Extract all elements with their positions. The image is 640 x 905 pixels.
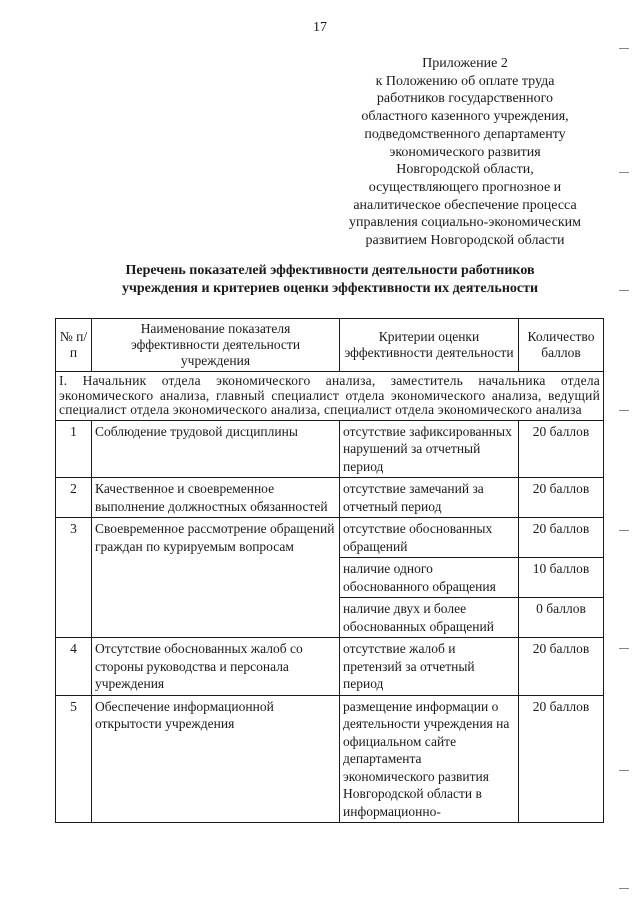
row-indicator: Обеспечение информационной открытости учреждения xyxy=(92,695,340,823)
criteria-table xyxy=(55,318,604,823)
header-points: Количество баллов xyxy=(519,319,604,372)
row-points: 20 баллов xyxy=(519,478,604,518)
header-num: № п/п xyxy=(56,319,92,372)
appendix-line: аналитическое обеспечение процесса xyxy=(353,197,577,213)
table-row xyxy=(56,638,604,696)
header-name: Наименование показателя эффективности деятельности учреждения xyxy=(92,319,340,372)
section-heading: I. Начальник отдела экономического анализа, заместитель начальника отдела экономического анализа, главный специалист отдела экономического анализа, ведущий специалист отдела экономического анализа, специалист отдела экономического анализа xyxy=(56,372,604,421)
row-number: 3 xyxy=(56,518,92,638)
table-row xyxy=(56,695,604,823)
appendix-line: работников государственного xyxy=(376,91,554,107)
appendix-caption xyxy=(330,55,600,250)
row-indicator: Отсутствие обоснованных жалоб со стороны руководства и персонала учреждения xyxy=(92,638,340,696)
row-criteria: отсутствие обоснованных обращений xyxy=(340,518,519,558)
appendix-line: управления социально-экономическим xyxy=(349,215,581,231)
document-title xyxy=(60,262,600,298)
scan-edge-mark xyxy=(619,290,629,291)
table-header-row xyxy=(56,319,604,372)
appendix-line: экономического развития xyxy=(389,144,541,160)
row-number: 5 xyxy=(56,695,92,823)
row-criteria: наличие одного обоснованного обращения xyxy=(340,558,519,598)
row-points: 20 баллов xyxy=(519,695,604,823)
table-row xyxy=(56,518,604,558)
appendix-line: Новгородской области, xyxy=(396,162,534,178)
row-indicator: Своевременное рассмотрение обращений граждан по курируемым вопросам xyxy=(92,518,340,638)
row-criteria: отсутствие зафиксированных нарушений за отчетный период xyxy=(340,420,519,478)
scan-edge-mark xyxy=(619,648,629,649)
document-title-line: учреждения и критериев оценки эффективности их деятельности xyxy=(121,281,539,296)
scan-edge-mark xyxy=(619,530,629,531)
row-points: 20 баллов xyxy=(519,638,604,696)
row-number: 2 xyxy=(56,478,92,518)
row-points: 10 баллов xyxy=(519,558,604,598)
appendix-line: осуществляющего прогнозное и xyxy=(368,179,562,195)
document-title-line: Перечень показателей эффективности деятельности работников xyxy=(125,263,535,278)
scan-edge-mark xyxy=(619,48,629,49)
row-criteria: размещение информации о деятельности учреждения на официальном сайте департамента экономического развития Новгородской области в информационно- xyxy=(340,695,519,823)
appendix-line: Приложение 2 xyxy=(422,56,508,71)
page-number: 17 xyxy=(313,20,327,35)
appendix-line: к Положению об оплате труда xyxy=(375,73,555,89)
appendix-line: развитием Новгородской области xyxy=(365,233,565,249)
section-heading-row xyxy=(56,372,604,421)
row-number: 4 xyxy=(56,638,92,696)
row-criteria: отсутствие замечаний за отчетный период xyxy=(340,478,519,518)
table-row xyxy=(56,478,604,518)
row-criteria: наличие двух и более обоснованных обращений xyxy=(340,598,519,638)
scan-edge-mark xyxy=(619,410,629,411)
row-points: 20 баллов xyxy=(519,518,604,558)
row-indicator: Соблюдение трудовой дисциплины xyxy=(92,420,340,478)
appendix-line: подведомственного департаменту xyxy=(364,126,566,142)
row-points: 20 баллов xyxy=(519,420,604,478)
row-points: 0 баллов xyxy=(519,598,604,638)
table-row xyxy=(56,420,604,478)
scan-edge-mark xyxy=(619,770,629,771)
row-criteria: отсутствие жалоб и претензий за отчетный период xyxy=(340,638,519,696)
scan-edge-mark xyxy=(619,888,629,889)
header-criteria: Критерии оценки эффективности деятельности xyxy=(340,319,519,372)
appendix-line: областного казенного учреждения, xyxy=(361,109,569,125)
scan-edge-mark xyxy=(619,172,629,173)
row-number: 1 xyxy=(56,420,92,478)
row-indicator: Качественное и своевременное выполнение должностных обязанностей xyxy=(92,478,340,518)
